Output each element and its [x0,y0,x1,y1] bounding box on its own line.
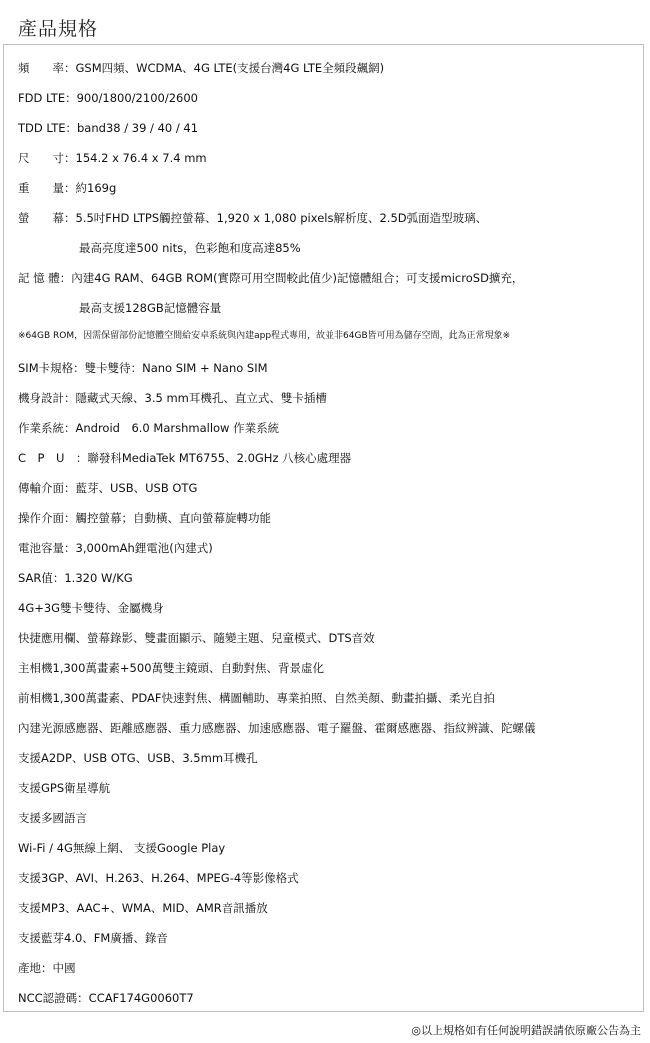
spec-row: SAR值：1.320 W/KG [18,571,133,585]
spec-row: 最高亮度達500 nits，色彩飽和度高達85% [79,241,301,255]
spec-row: 支援藍芽4.0、FM廣播、錄音 [18,931,168,945]
spec-row: 重 量：約169g [18,181,117,195]
spec-row: 支援多國語言 [18,811,87,825]
spec-row: C P U ：聯發科MediaTek MT6755、2.0GHz 八核心處理器 [18,451,352,465]
spec-row: SIM卡規格：雙卡雙待：Nano SIM + Nano SIM [18,361,268,375]
spec-row: 電池容量：3,000mAh鋰電池(內建式) [18,541,213,555]
spec-row: 主相機1,300萬畫素+500萬雙主鏡頭、自動對焦、背景虛化 [18,661,325,675]
spec-row: 機身設計：隱藏式天線、3.5 mm耳機孔、直立式、雙卡插槽 [18,391,327,405]
spec-note: ※64GB ROM，因需保留部份記憶體空間給安卓系統與內建app程式專用，故並非64GB皆可用為儲存空間，此為正常現象※ [18,331,511,341]
spec-row: 最高支援128GB記憶體容量 [79,301,222,315]
spec-row: 4G+3G雙卡雙待、金屬機身 [18,601,164,615]
spec-row: 快捷應用欄、螢幕錄影、雙畫面顯示、隨變主題、兒童模式、DTS音效 [18,631,375,645]
spec-row: 操作介面：觸控螢幕；自動橫、直向螢幕旋轉功能 [18,511,271,525]
spec-row: 頻 率：GSM四頻、WCDMA、4G LTE(支援台灣4G LTE全頻段飆網) [18,61,385,75]
disclaimer-footer: ◎以上規格如有任何說明錯誤請依原廠公告為主 [411,1024,641,1037]
spec-row: 記 憶 體：內建4G RAM、64GB ROM(實際可用空間較此值少)記憶體組合；可支援microSD擴充， [18,271,524,285]
page-title: 產品規格 [18,18,99,40]
spec-row: FDD LTE：900/1800/2100/2600 [18,91,198,105]
spec-row: 傳輸介面：藍芽、USB、USB OTG [18,481,198,495]
spec-row: 前相機1,300萬畫素、PDAF快速對焦、構圖輔助、專業拍照、自然美顏、動畫拍攝、柔光自拍 [18,691,495,705]
spec-row: 支援A2DP、USB OTG、USB、3.5mm耳機孔 [18,751,258,765]
spec-row: TDD LTE：band38 / 39 / 40 / 41 [18,121,199,135]
spec-row: NCC認證碼：CCAF174G0060T7 [18,991,194,1005]
spec-row: 螢 幕：5.5吋FHD LTPS觸控螢幕、1,920 x 1,080 pixels解析度、2.5D弧面造型玻璃、 [18,211,488,225]
spec-row: 作業系統：Android 6.0 Marshmallow 作業系統 [18,421,280,435]
spec-row: Wi-Fi / 4G無線上網、 支援Google Play [18,841,226,855]
spec-row: 支援GPS衛星導航 [18,781,111,795]
spec-row: 支援MP3、AAC+、WMA、MID、AMR音訊播放 [18,901,268,915]
spec-row: 產地：中國 [18,961,76,975]
spec-row: 內建光源感應器、距離感應器、重力感應器、加速感應器、電子羅盤、霍爾感應器、指紋辨識、陀螺儀 [18,721,536,735]
spec-row: 支援3GP、AVI、H.263、H.264、MPEG-4等影像格式 [18,871,299,885]
spec-row: 尺 寸：154.2 x 76.4 x 7.4 mm [18,151,207,165]
